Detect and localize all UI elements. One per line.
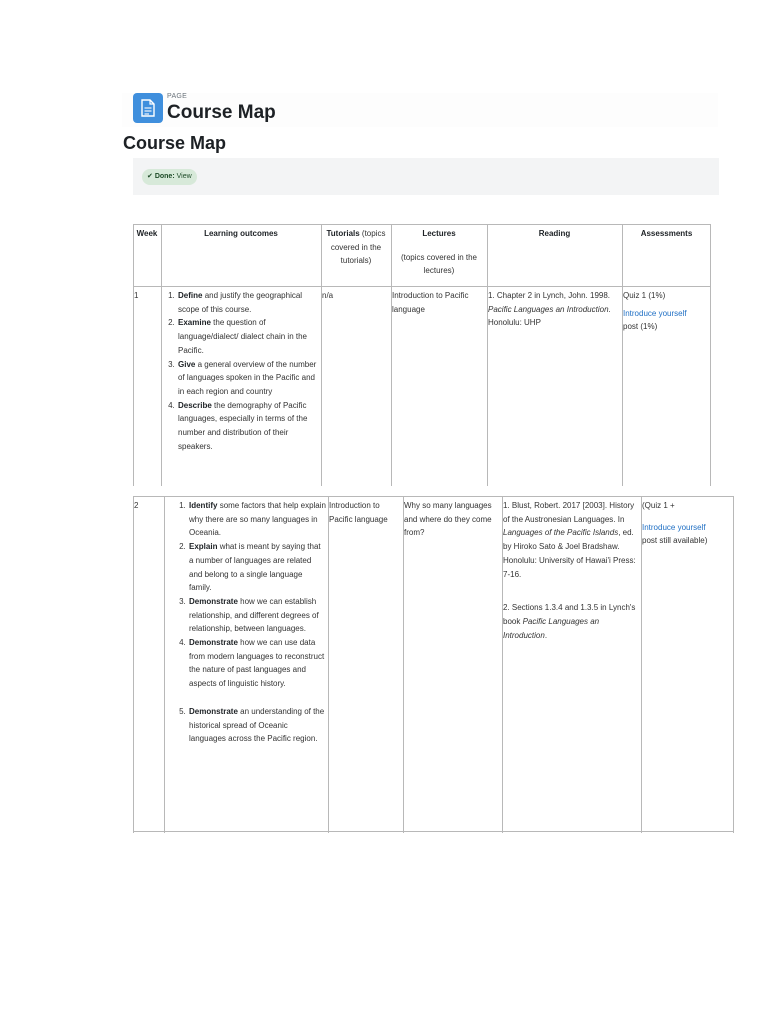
outcome-item: 4. Demonstrate how we can use data from modern languages to reconstruct the nature of past languages and aspects of linguistic history. (188, 636, 326, 705)
header-assessments: Assessments (640, 229, 693, 238)
outcome-item: 3. Demonstrate how we can establish relationship, and different degrees of relationship, between languages. (188, 595, 326, 636)
outcome-item: 4. Describe the demography of Pacific languages, especially in terms of the number and distribution of their speakers. (177, 399, 317, 454)
page-title: Course Map (167, 102, 276, 123)
week-number: 2 (134, 501, 139, 510)
header-tutorials: Tutorials (topics covered in the tutorials) (326, 229, 386, 266)
post-label: post (1%) (623, 322, 658, 332)
header-reading: Reading (538, 229, 571, 238)
check-icon: ✔ (147, 173, 153, 180)
quiz-label: Quiz 1 (1%) (623, 291, 666, 300)
header-week: Week (136, 229, 158, 238)
activity-completion-bar (133, 158, 719, 195)
reading-cell (503, 499, 641, 642)
page-header (122, 93, 718, 127)
outcome-item: 2. Examine the question of language/dialect/ dialect chain in the Pacific. (177, 316, 317, 357)
done-value: View (176, 173, 192, 180)
introduce-yourself-link[interactable]: Introduce yourself (623, 308, 687, 318)
outcome-item: 5. Demonstrate an understanding of the historical spread of Oceanic languages across the Pacific region. (188, 705, 326, 746)
introduce-yourself-link[interactable]: Introduce yourself (642, 522, 706, 532)
header-lectures: Lectures (topics covered in the lectures) (400, 229, 478, 276)
reading-item: 1. Blust, Robert. 2017 [2003]. History of the Austronesian Languages. In Languages of the Pacific Islands, ed. by Hiroko Sato & Joel Bradshaw. Honolulu: University of Hawai'i Press: 7-16. (503, 501, 636, 579)
outcome-item: 3. Give a general overview of the number of languages spoken in the Pacific and in each region and country (177, 358, 317, 399)
completion-status-badge[interactable] (142, 169, 197, 185)
learning-outcomes-list (163, 289, 321, 453)
tutorials-cell: n/a (322, 291, 334, 300)
content-title: Course Map (123, 133, 227, 153)
course-map-table-week1 (133, 224, 711, 486)
course-map-table-week2 (133, 496, 734, 833)
page-type-label: PAGE (167, 93, 188, 100)
done-label: Done: (154, 173, 175, 180)
learning-outcomes-list (174, 499, 328, 746)
outcome-item: 2. Explain what is meant by saying that a number of languages are related and belong to a single language family. (188, 540, 326, 595)
document-icon (141, 99, 155, 117)
lectures-cell: Why so many languages and where do they come from? (404, 501, 492, 538)
lectures-cell: Introduction to Pacific language (392, 291, 469, 314)
outcome-item: 1. Identify some factors that help explain why there are so many languages in Oceania. (188, 499, 326, 540)
page-icon (133, 93, 163, 123)
post-label: post still available) (642, 536, 708, 546)
header-learning-outcomes: Learning outcomes (204, 229, 278, 238)
assessments-cell (623, 289, 710, 334)
week-number: 1 (134, 291, 139, 300)
quiz-label: (Quiz 1 + (642, 501, 675, 510)
reading-cell: 1. Chapter 2 in Lynch, John. 1998. Pacific Languages an Introduction. Honolulu: UHP (488, 291, 611, 328)
assessments-cell (642, 499, 733, 548)
reading-item: 2. Sections 1.3.4 and 1.3.5 in Lynch's book Pacific Languages an Introduction. (503, 603, 636, 640)
outcome-item: 1. Define and justify the geographical scope of this course. (177, 289, 317, 316)
tutorials-cell: Introduction to Pacific language (329, 501, 388, 524)
